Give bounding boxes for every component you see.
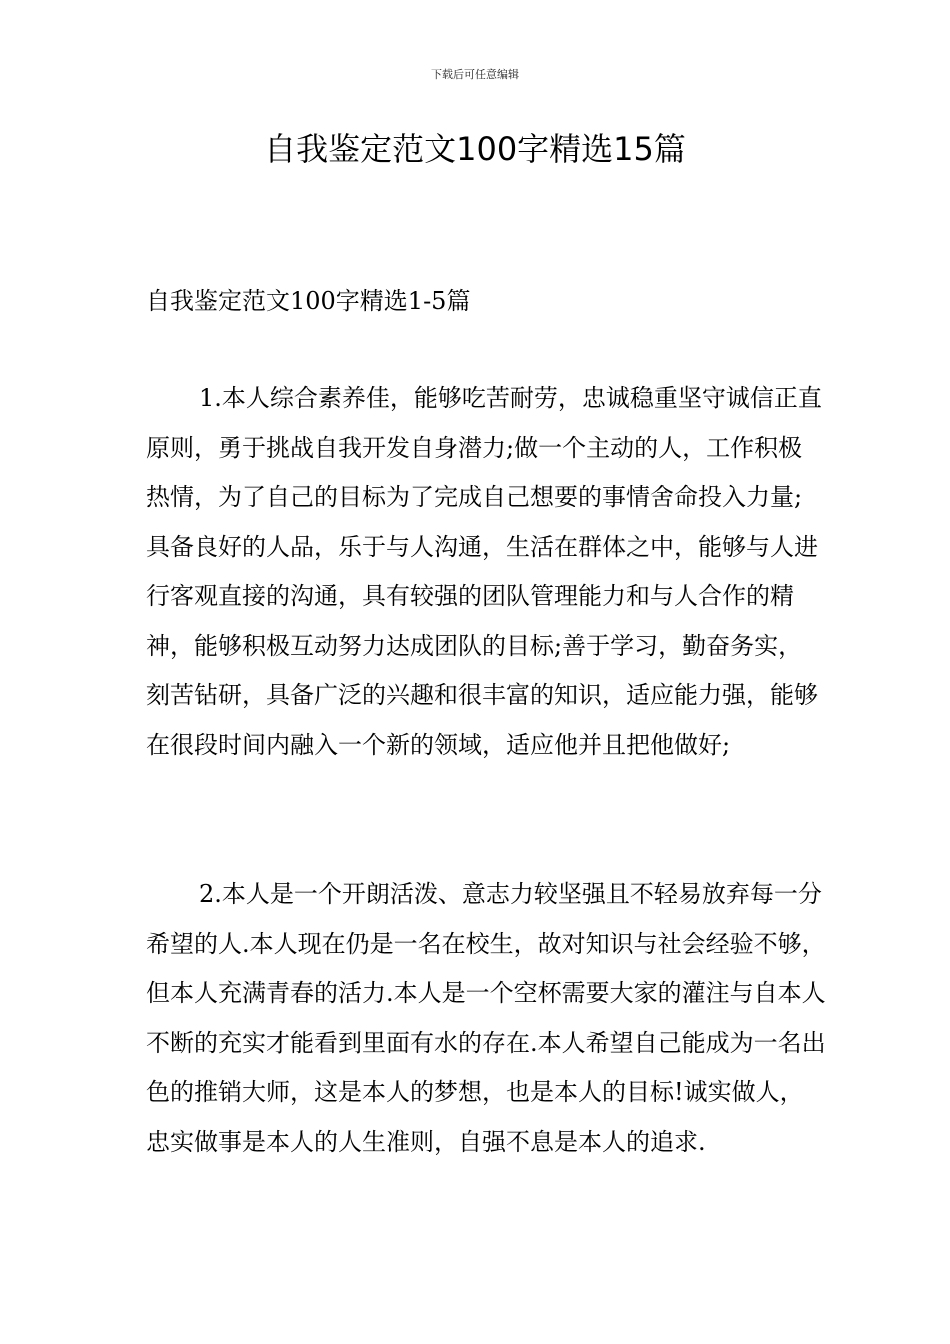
paragraph-1: 1.本人综合素养佳，能够吃苦耐劳，忠诚稳重坚守诚信正直原则，勇于挑战自我开发自身潜力;做一个主动的人，工作积极热情，为了自己的目标为了完成自己想要的事情舍命投入力量;具备良好的人品，乐于与人沟通，生活在群体之中，能够与人进行客观直接的沟通，具有较强的团队管理能力和与人合作的精神，能够积极互动努力达成团队的目标;善于学习，勤奋务实，刻苦钻研，具备广泛的兴趣和很丰富的知识，适应能力强，能够在很段时间内融入一个新的领域，适应他并且把他做好;: [146, 384, 822, 759]
paragraph-2: 2.本人是一个开朗活泼、意志力较坚强且不轻易放弃每一分希望的人.本人现在仍是一名在校生，故对知识与社会经验不够，但本人充满青春的活力.本人是一个空杯需要大家的灌注与自本人不断的充实才能看到里面有水的存在.本人希望自己能成为一名出色的推销大师，这是本人的梦想，也是本人的目标!诚实做人，忠实做事是本人的人生准则，自强不息是本人的追求.: [146, 880, 826, 1156]
header-note: 下载后可任意编辑: [431, 68, 519, 81]
document-title: 自我鉴定范文100字精选15篇: [264, 130, 686, 168]
section-heading: 自我鉴定范文100字精选1-5篇: [146, 287, 471, 315]
